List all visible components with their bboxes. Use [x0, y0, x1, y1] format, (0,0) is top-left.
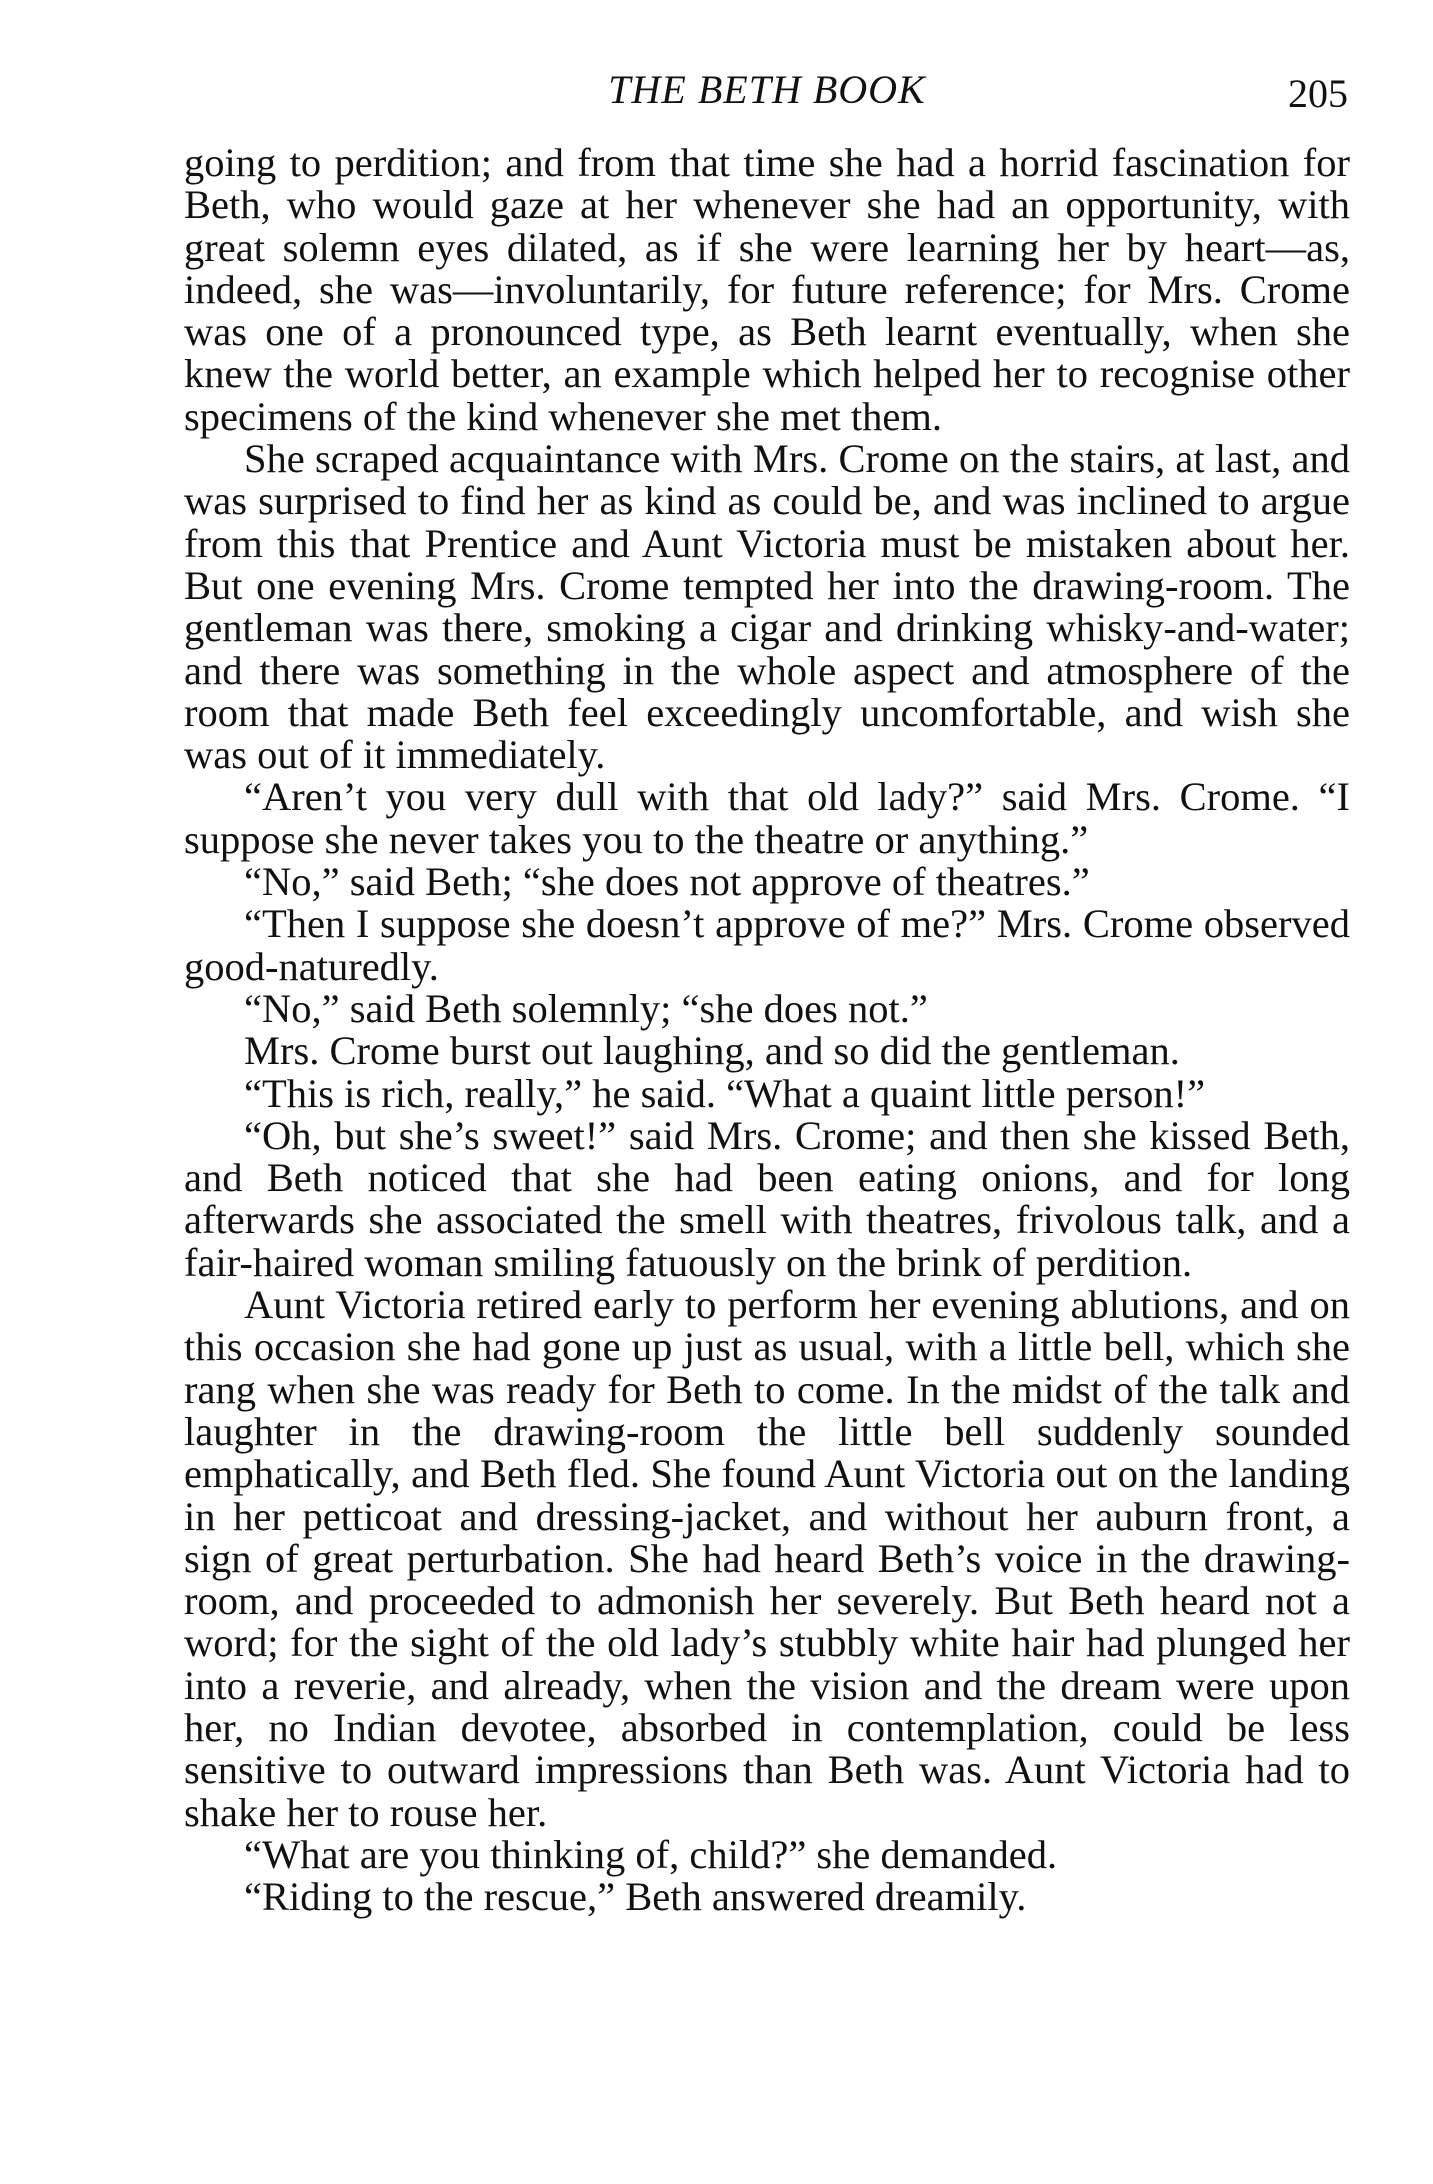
- paragraph: “Riding to the rescue,” Beth answered dreamily.: [244, 1874, 1027, 1920]
- paragraph: She scraped acquaintance with Mrs. Crome on the stairs, at last, and was surprised to find her as kind as could be, and was inclined to argue from this that Prentice and Aunt Victoria must be mistaken about her. But one evening Mrs. Crome tempted her into the drawing-room. The gentleman was there, smoking a cigar and drinking whisky-and-water; and there was something in the whole aspect and atmosphere of the room that made Beth feel exceedingly uncomfortable, and wish she was out of it immediately.: [184, 436, 1350, 778]
- paragraph-continuation: going to perdition; and from that time she had a horrid fascination for Beth, who would gaze at her whenever she had an opportunity, with great solemn eyes dilated, as if she were learning her by heart—as, indeed, she was—involuntarily, for future reference; for Mrs. Crome was one of a pronounced type, as Beth learnt eventually, when she knew the world better, an example which helped her to recognise other specimens of the kind whenever she met them.: [184, 140, 1350, 439]
- running-header: [186, 66, 1348, 126]
- body-text: [184, 142, 1350, 1918]
- paragraph: “Aren’t you very dull with that old lady?” said Mrs. Crome. “I suppose she never takes you to the theatre or anything.”: [184, 774, 1350, 862]
- paragraph: “No,” said Beth solemnly; “she does not.”: [244, 985, 928, 1031]
- page-number: 205: [1288, 71, 1348, 116]
- paragraph: “This is rich, really,” he said. “What a quaint little person!”: [244, 1070, 1206, 1116]
- paragraph: “No,” said Beth; “she does not approve of theatres.”: [244, 859, 1090, 905]
- paragraph: “Oh, but she’s sweet!” said Mrs. Crome; and then she kissed Beth, and Beth noticed that she had been eating onions, and for long afterwards she associated the smell with theatres, frivolous talk, and a fair-haired woman smiling fatuously on the brink of perdition.: [184, 1112, 1350, 1285]
- paragraph: Mrs. Crome burst out laughing, and so did the gentleman.: [244, 1028, 1180, 1074]
- paragraph: “What are you thinking of, child?” she demanded.: [244, 1831, 1058, 1877]
- paragraph: “Then I suppose she doesn’t approve of me?” Mrs. Crome observed good-naturedly.: [184, 901, 1350, 989]
- paragraph: Aunt Victoria retired early to perform her evening ablutions, and on this occasion she had gone up just as usual, with a little bell, which she rang when she was ready for Beth to come. In the midst of the talk and laughter in the drawing-room the little bell suddenly sounded emphatically, and Beth fled. She found Aunt Victoria out on the landing in her petticoat and dressing-jacket, and without her auburn front, a sign of great perturbation. She had heard Beth’s voice in the drawing-room, and proceeded to admonish her severely. But Beth heard not a word; for the sight of the old lady’s stubbly white hair had plunged her into a reverie, and already, when the vision and the dream were upon her, no Indian devotee, absorbed in contemplation, could be less sensitive to outward impressions than Beth was. Aunt Victoria had to shake her to rouse her.: [184, 1282, 1350, 1835]
- running-title: THE BETH BOOK: [608, 67, 926, 112]
